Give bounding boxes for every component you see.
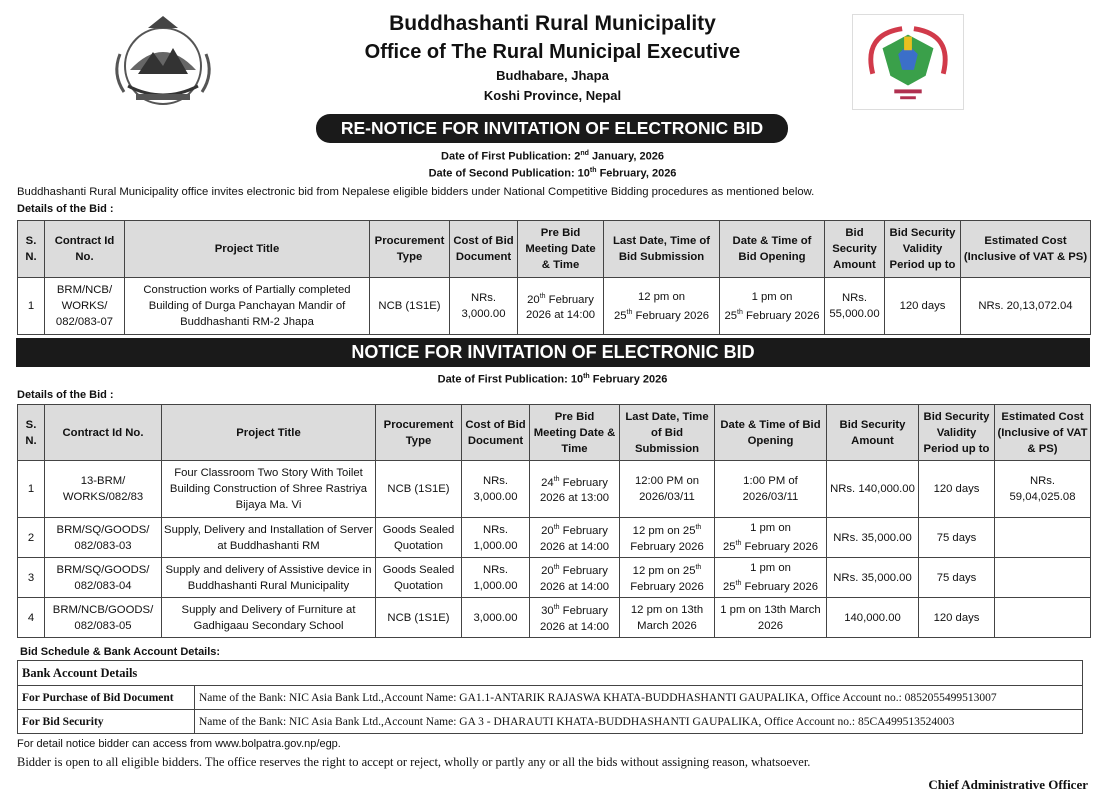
notice-header-row bbox=[18, 405, 1091, 461]
renotice-bid-table bbox=[17, 220, 1091, 335]
cell-validity: 120 days bbox=[885, 278, 961, 335]
bank-title-row bbox=[18, 661, 1083, 686]
cell-procurement-type: Goods Sealed Quotation bbox=[376, 518, 462, 558]
cell-estimate: NRs. 20,13,072.04 bbox=[961, 278, 1091, 335]
cell-contract-id: BRM/NCB/ WORKS/ 082/083-07 bbox=[45, 278, 125, 335]
nepal-emblem-icon bbox=[108, 14, 218, 108]
table-row bbox=[18, 598, 1091, 638]
col-header: Bid Security Amount bbox=[825, 221, 885, 278]
bank-account-table bbox=[17, 660, 1083, 734]
table-row bbox=[18, 686, 1083, 710]
letterhead-text bbox=[300, 10, 805, 106]
notice-details-label: Details of the Bid : bbox=[17, 389, 114, 401]
cell-contract-id: BRM/SQ/GOODS/ 082/083-03 bbox=[45, 518, 162, 558]
cell-last-date: 12 pm on 25th February 2026 bbox=[620, 558, 715, 598]
municipality-name: Buddhashanti Rural Municipality bbox=[389, 12, 716, 35]
cell-contract-id: 13-BRM/ WORKS/082/83 bbox=[45, 461, 162, 518]
renotice-banner: RE-NOTICE FOR INVITATION OF ELECTRONIC BID bbox=[316, 114, 788, 143]
col-header: S. N. bbox=[18, 221, 45, 278]
col-header: Procurement Type bbox=[370, 221, 450, 278]
cell-opening: 1 pm on 25th February 2026 bbox=[715, 558, 827, 598]
cell-opening: 1:00 PM of 2026/03/11 bbox=[715, 461, 827, 518]
cell-prebid: 20th February 2026 at 14:00 bbox=[530, 558, 620, 598]
col-header: Date & Time of Bid Opening bbox=[720, 221, 825, 278]
bank-row-value: Name of the Bank: NIC Asia Bank Ltd.,Account Name: GA 3 - DHARAUTI KHATA-BUDDHASHANTI GAUPALIKA, Office Account no.: 85CA499513524003 bbox=[195, 710, 1083, 734]
col-header: Contract Id No. bbox=[45, 405, 162, 461]
cell-procurement-type: NCB (1S1E) bbox=[370, 278, 450, 335]
table-row bbox=[18, 518, 1091, 558]
cell-prebid: 30th February 2026 at 14:00 bbox=[530, 598, 620, 638]
table-row bbox=[18, 461, 1091, 518]
cell-last-date: 12 pm on 13th March 2026 bbox=[620, 598, 715, 638]
cell-sn: 2 bbox=[18, 518, 45, 558]
cell-cost: NRs. 1,000.00 bbox=[462, 518, 530, 558]
col-header: Cost of Bid Document bbox=[462, 405, 530, 461]
cell-contract-id: BRM/SQ/GOODS/ 082/083-04 bbox=[45, 558, 162, 598]
renotice-details-label: Details of the Bid : bbox=[17, 203, 114, 215]
col-header: Estimated Cost (Inclusive of VAT & PS) bbox=[995, 405, 1091, 461]
cell-estimate bbox=[995, 558, 1091, 598]
renotice-first-publication: Date of First Publication: 2nd January, 2026 bbox=[441, 150, 664, 163]
cell-validity: 120 days bbox=[919, 461, 995, 518]
cell-estimate bbox=[995, 518, 1091, 558]
col-header: Pre Bid Meeting Date & Time bbox=[530, 405, 620, 461]
table-row bbox=[18, 710, 1083, 734]
cell-project-title: Supply and delivery of Assistive device in Buddhashanti Rural Municipality bbox=[162, 558, 376, 598]
invitation-intro: Buddhashanti Rural Municipality office invites electronic bid from Nepalese eligible bidders under National Competitive Bidding procedures as mentioned below. bbox=[17, 186, 815, 198]
signatory-title: Chief Administrative Officer bbox=[928, 777, 1088, 792]
cell-sn: 4 bbox=[18, 598, 45, 638]
cell-security: 140,000.00 bbox=[827, 598, 919, 638]
col-header: Pre Bid Meeting Date & Time bbox=[518, 221, 604, 278]
cell-validity: 75 days bbox=[919, 518, 995, 558]
cell-project-title: Supply, Delivery and Installation of Server at Buddhashanti RM bbox=[162, 518, 376, 558]
bank-title: Bank Account Details bbox=[18, 661, 1083, 686]
cell-last-date: 12:00 PM on 2026/03/11 bbox=[620, 461, 715, 518]
renotice-second-publication: Date of Second Publication: 10th February, 2026 bbox=[428, 167, 677, 180]
cell-project-title: Four Classroom Two Story With Toilet Building Construction of Shree Rastriya Bijaya Ma. Vi bbox=[162, 461, 376, 518]
cell-sn: 3 bbox=[18, 558, 45, 598]
cell-prebid: 24th February 2026 at 13:00 bbox=[530, 461, 620, 518]
col-header: Bid Security Validity Period up to bbox=[885, 221, 961, 278]
bank-row-value: Name of the Bank: NIC Asia Bank Ltd.,Account Name: GA1.1-ANTARIK RAJASWA KHATA-BUDDHASHANTI GAUPALIKA, Office Account no.: 0852055499513007 bbox=[195, 686, 1083, 710]
cell-security: NRs. 35,000.00 bbox=[827, 518, 919, 558]
col-header: Estimated Cost (Inclusive of VAT & PS) bbox=[961, 221, 1091, 278]
cell-estimate: NRs. 59,04,025.08 bbox=[995, 461, 1091, 518]
cell-procurement-type: NCB (1S1E) bbox=[376, 461, 462, 518]
province-line: Koshi Province, Nepal bbox=[483, 88, 622, 103]
cell-prebid: 20th February 2026 at 14:00 bbox=[530, 518, 620, 558]
table-row bbox=[18, 278, 1091, 335]
cell-cost: 3,000.00 bbox=[462, 598, 530, 638]
col-header: Project Title bbox=[125, 221, 370, 278]
renotice-header-row bbox=[18, 221, 1091, 278]
notice-bid-table bbox=[17, 404, 1091, 638]
bank-row-label: For Purchase of Bid Document bbox=[18, 686, 195, 710]
cell-contract-id: BRM/NCB/GOODS/ 082/083-05 bbox=[45, 598, 162, 638]
municipality-logo-icon bbox=[852, 14, 964, 110]
cell-sn: 1 bbox=[18, 461, 45, 518]
col-header: Bid Security Validity Period up to bbox=[919, 405, 995, 461]
col-header: Bid Security Amount bbox=[827, 405, 919, 461]
address-line: Budhabare, Jhapa bbox=[496, 68, 609, 83]
bank-row-label: For Bid Security bbox=[18, 710, 195, 734]
cell-opening: 1 pm on 13th March 2026 bbox=[715, 598, 827, 638]
cell-project-title: Supply and Delivery of Furniture at Gadhigaau Secondary School bbox=[162, 598, 376, 638]
cell-opening: 1 pm on 25th February 2026 bbox=[720, 278, 825, 335]
rights-reserved-note: Bidder is open to all eligible bidders. The office reserves the right to accept or reject, wholly or partly any or all the bids without assigning reason, whatsoever. bbox=[17, 755, 811, 769]
notice-banner: NOTICE FOR INVITATION OF ELECTRONIC BID bbox=[16, 338, 1090, 367]
cell-procurement-type: NCB (1S1E) bbox=[376, 598, 462, 638]
col-header: Cost of Bid Document bbox=[450, 221, 518, 278]
cell-cost: NRs. 1,000.00 bbox=[462, 558, 530, 598]
col-header: Contract Id No. bbox=[45, 221, 125, 278]
cell-cost: NRs. 3,000.00 bbox=[462, 461, 530, 518]
letterhead bbox=[0, 0, 1105, 112]
cell-project-title: Construction works of Partially completed Building of Durga Panchayan Mandir of Buddhashanti RM-2 Jhapa bbox=[125, 278, 370, 335]
cell-last-date: 12 pm on 25th February 2026 bbox=[604, 278, 720, 335]
col-header: Last Date, Time of Bid Submission bbox=[604, 221, 720, 278]
office-name: Office of The Rural Municipal Executive bbox=[364, 41, 741, 63]
col-header: S. N. bbox=[18, 405, 45, 461]
col-header: Procurement Type bbox=[376, 405, 462, 461]
col-header: Project Title bbox=[162, 405, 376, 461]
cell-estimate bbox=[995, 598, 1091, 638]
col-header: Last Date, Time of Bid Submission bbox=[620, 405, 715, 461]
cell-validity: 75 days bbox=[919, 558, 995, 598]
cell-sn: 1 bbox=[18, 278, 45, 335]
cell-opening: 1 pm on 25th February 2026 bbox=[715, 518, 827, 558]
table-row bbox=[18, 558, 1091, 598]
cell-procurement-type: Goods Sealed Quotation bbox=[376, 558, 462, 598]
cell-security: NRs. 55,000.00 bbox=[825, 278, 885, 335]
cell-security: NRs. 140,000.00 bbox=[827, 461, 919, 518]
cell-cost: NRs. 3,000.00 bbox=[450, 278, 518, 335]
cell-validity: 120 days bbox=[919, 598, 995, 638]
col-header: Date & Time of Bid Opening bbox=[715, 405, 827, 461]
egp-access-note: For detail notice bidder can access from www.bolpatra.gov.np/egp. bbox=[17, 738, 341, 750]
cell-security: NRs. 35,000.00 bbox=[827, 558, 919, 598]
bid-schedule-label: Bid Schedule & Bank Account Details: bbox=[20, 646, 221, 658]
cell-prebid: 20th February 2026 at 14:00 bbox=[518, 278, 604, 335]
notice-first-publication: Date of First Publication: 10th February 2026 bbox=[437, 373, 668, 386]
cell-last-date: 12 pm on 25th February 2026 bbox=[620, 518, 715, 558]
